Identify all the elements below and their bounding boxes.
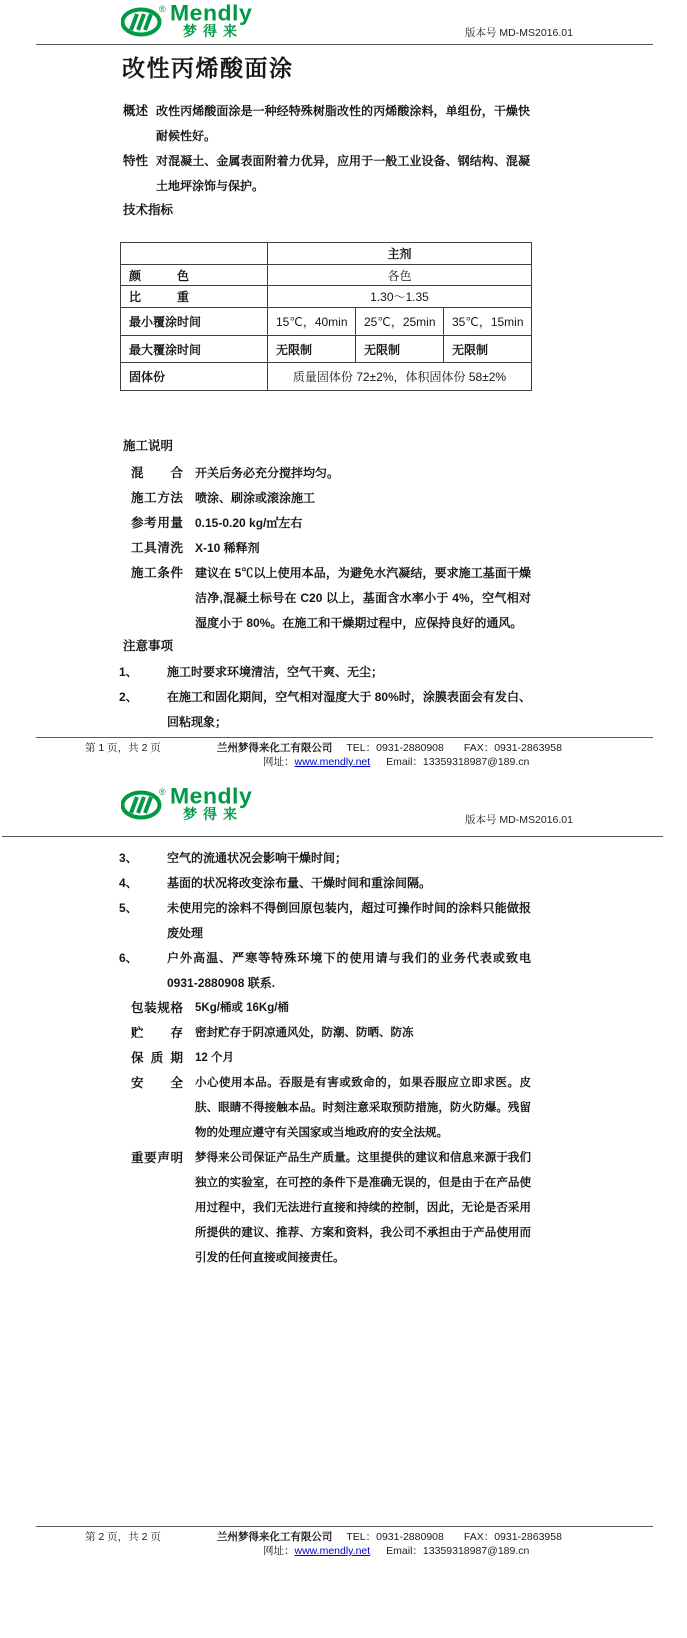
conditions-row (131, 561, 531, 636)
fax-label: FAX：0931-2863958 (463, 742, 562, 754)
note-number: 4、 (119, 876, 138, 890)
tel-label: TEL：0931-2880908 (346, 742, 444, 754)
note-text: 未使用完的涂料不得倒回原包装内，超过可操作时间的涂料只能做报废处理 (167, 901, 531, 940)
page-number: 第 2 页，共 2 页 (85, 1531, 161, 1543)
mixing-row (131, 461, 531, 486)
max-recoat-value-3: 无限制 (444, 336, 532, 363)
solids-label-cell: 固体份 (121, 363, 268, 391)
features-row (123, 149, 530, 199)
note-number: 6、 (119, 951, 138, 965)
brand-wordmark-zh: 梦得来 (183, 23, 243, 39)
overview-text: 改性丙烯酸面涂是一种经特殊树脂改性的丙烯酸涂料，单组份，干燥快耐候性好。 (156, 104, 530, 143)
footer-rule (36, 737, 653, 738)
solids-value-cell: 质量固体份 72±2%，体积固体份 58±2% (268, 363, 532, 391)
main-agent-header-cell: 主剂 (268, 243, 532, 265)
safety-label: 安全 (131, 1076, 183, 1090)
max-recoat-value-2: 无限制 (356, 336, 444, 363)
note-item-1 (119, 660, 531, 685)
note-item-3 (119, 846, 531, 871)
note-number: 1、 (119, 665, 138, 679)
tel-label: TEL：0931-2880908 (346, 1531, 444, 1543)
cleaning-label: 工具清洗 (131, 541, 183, 555)
storage-text: 密封贮存于阴凉通风处，防潮、防晒、防冻 (195, 1027, 414, 1039)
header-rule (36, 44, 653, 45)
company-name: 兰州梦得来化工有限公司 (216, 742, 333, 754)
note-number: 3、 (119, 851, 138, 865)
empty-header-cell (121, 243, 268, 265)
storage-row (131, 1021, 531, 1046)
footer-page1 (85, 741, 647, 769)
statement-label: 重要声明 (131, 1151, 183, 1165)
brand-wordmark: Mendly (170, 0, 253, 26)
conditions-text: 建议在 5℃以上使用本品，为避免水汽凝结，要求施工基面干燥洁净,混凝土标号在 C20 以上，基面含水率小于 4%，空气相对湿度小于 80%。在施工和干燥期过程中，应保持良好的通风。 (195, 566, 531, 630)
tech-specs-table (120, 242, 532, 391)
note-number: 2、 (119, 690, 138, 704)
note-text: 空气的流通状况会影响干燥时间； (167, 851, 348, 865)
note-text: 基面的状况将改变涂布量、干燥时间和重涂间隔。 (167, 876, 432, 890)
footer-rule (36, 1526, 653, 1527)
shelf-life-label: 保质期 (131, 1051, 183, 1065)
email-label: Email：13359318987@189.cn (386, 1545, 530, 1557)
cleaning-row (131, 536, 531, 561)
statement-text: 梦得来公司保证产品生产质量。这里提供的建议和信息来源于我们独立的实验室，在可控的条件下是准确无误的，但是由于在产品使用过程中，我们无法进行直接和持续的控制，因此，无论是否采用所提供的建议、推荐、方案和资料，我公司不承担由于产品使用而引发的任何直接或间接责任。 (195, 1152, 531, 1264)
min-recoat-value-3: 35℃，15min (444, 308, 532, 336)
fax-label: FAX：0931-2863958 (463, 1531, 562, 1543)
page-number: 第 1 页，共 2 页 (85, 742, 161, 754)
overview-row (123, 99, 530, 149)
mixing-label: 混合 (131, 466, 183, 480)
registered-trademark: ® (159, 787, 166, 797)
conditions-label: 施工条件 (131, 566, 183, 580)
packaging-row (131, 996, 531, 1021)
dosage-label: 参考用量 (131, 516, 183, 530)
website-link[interactable]: www.mendly.net (294, 1545, 371, 1557)
footer-page2 (85, 1530, 647, 1558)
notes-heading: 注意事项 (123, 639, 174, 653)
min-recoat-value-2: 25℃，25min (356, 308, 444, 336)
method-text: 喷涂、刷涂或滚涂施工 (195, 491, 316, 505)
gravity-label-cell: 比重 (121, 286, 268, 308)
note-number: 5、 (119, 901, 138, 915)
dosage-text: 0.15-0.20 kg/㎡左右 (195, 516, 303, 530)
shelf-life-row (131, 1046, 531, 1071)
brand-wordmark: Mendly (170, 783, 253, 809)
company-name: 兰州梦得来化工有限公司 (216, 1531, 333, 1543)
min-recoat-label-cell: 最小覆涂时间 (121, 308, 268, 336)
registered-trademark: ® (159, 4, 166, 14)
max-recoat-label-cell: 最大覆涂时间 (121, 336, 268, 363)
note-text: 施工时要求环境清洁，空气干爽、无尘； (167, 665, 384, 679)
mendly-logo (121, 0, 253, 39)
color-label-cell: 颜色 (121, 265, 268, 286)
overview-label: 概述 (123, 104, 149, 118)
email-label: Email：13359318987@189.cn (386, 756, 530, 768)
website-label: 网址： (263, 1545, 295, 1557)
safety-text: 小心使用本品。吞服是有害或致命的，如果吞服应立即求医。皮肤、眼睛不得接触本品。时刻注意采取预防措施，防火防爆。残留物的处理应遵守有关国家或当地政府的安全法规。 (195, 1077, 531, 1139)
features-text: 对混凝土、金属表面附着力优异，应用于一般工业设备、钢结构、混凝土地坪涂饰与保护。 (156, 154, 530, 193)
features-label: 特性 (123, 154, 149, 168)
statement-row (131, 1146, 531, 1271)
note-item-2 (119, 685, 531, 735)
tech-specs-heading: 技术指标 (123, 203, 174, 217)
gravity-value-cell: 1.30～1.35 (268, 286, 532, 308)
brand-wordmark-zh: 梦得来 (183, 806, 243, 822)
note-item-6 (119, 946, 531, 996)
color-value-cell: 各色 (268, 265, 532, 286)
cleaning-text: X-10 稀释剂 (195, 541, 260, 555)
storage-label: 贮存 (131, 1026, 183, 1040)
version-label: 版本号 MD-MS2016.01 (465, 814, 573, 826)
construction-heading: 施工说明 (123, 439, 174, 453)
min-recoat-value-1: 15℃，40min (268, 308, 356, 336)
dosage-row (131, 511, 531, 536)
note-item-5 (119, 896, 531, 946)
website-label: 网址： (263, 756, 295, 768)
mendly-logo (121, 783, 253, 822)
mendly-ellipse-icon (121, 3, 167, 37)
version-label: 版本号 MD-MS2016.01 (465, 27, 573, 39)
website-link[interactable]: www.mendly.net (294, 756, 371, 768)
header-rule (2, 836, 663, 837)
packaging-text: 5Kg/桶或 16Kg/桶 (195, 1002, 289, 1014)
note-text: 户外高温、严寒等特殊环境下的使用请与我们的业务代表或致电 0931-2880908 联系. (167, 951, 531, 990)
note-item-4 (119, 871, 531, 896)
mixing-text: 开关后务必充分搅拌均匀。 (195, 466, 340, 480)
safety-row (131, 1071, 531, 1146)
method-row (131, 486, 531, 511)
note-text: 在施工和固化期间，空气相对湿度大于 80%时，涂膜表面会有发白、回粘现象； (167, 690, 531, 729)
packaging-label: 包装规格 (131, 1001, 183, 1015)
method-label: 施工方法 (131, 491, 183, 505)
shelf-life-text: 12 个月 (195, 1052, 234, 1064)
max-recoat-value-1: 无限制 (268, 336, 356, 363)
mendly-ellipse-icon (121, 786, 167, 820)
product-title: 改性丙烯酸面涂 (122, 55, 294, 81)
